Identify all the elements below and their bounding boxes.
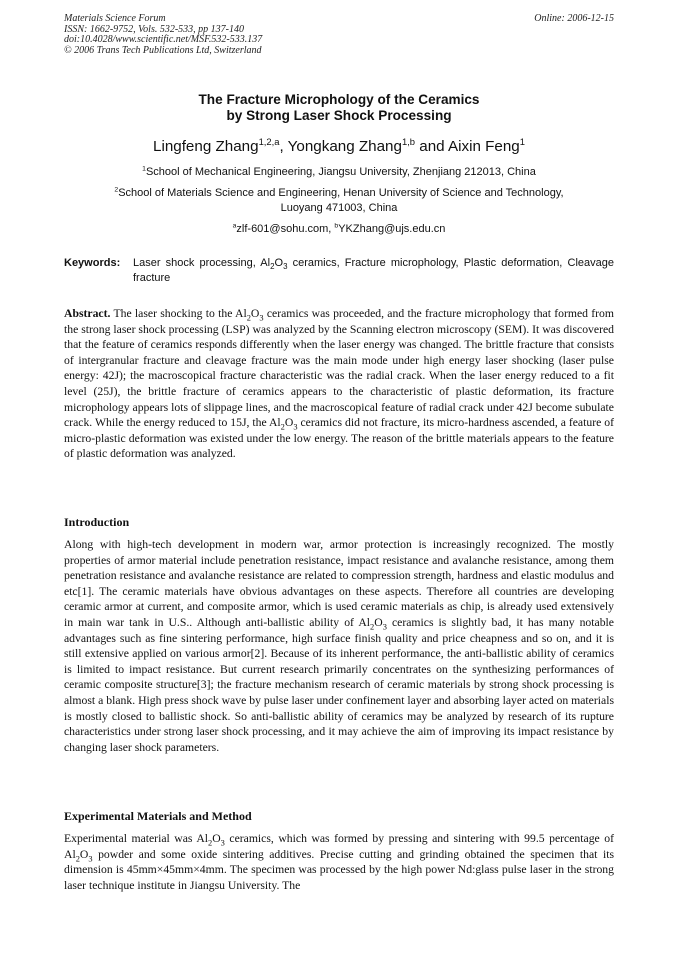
affiliation-text: School of Materials Science and Engineering, Henan University of Science and Technology, [118, 187, 564, 199]
affiliation-2 [64, 186, 614, 216]
affiliation-text: Luoyang 471003, China [280, 202, 398, 214]
author-emails [64, 222, 614, 237]
paper-title [64, 92, 614, 124]
title-line-2: by Strong Laser Shock Processing [226, 108, 452, 123]
affiliation-mark: 1 [142, 165, 146, 173]
email-link[interactable]: YKZhang@ujs.edu.cn [338, 223, 446, 235]
introduction-paragraph: Along with high-tech development in modern war, armor protection is increasingly recognized. The mostly properties of armor material include penetration resistance, impact resistance and avalanche resistance, among them penetration resistance and avalanche resistance are related to compression strength, hardness and elastic modulus and etc[1]. The ceramic materials have obvious advantages on these aspects. Therefore all countries are developing ceramic armor at current, and composite armor, which is used ceramic materials as chip, is already used extensively in main war tank in U.S.. Although anti-ballistic ability of $Al_2O_3$ ceramics is slightly bad, it has many notable advantages such as fine sintering performance, high surface finish quality and price cheapness and so on, and it is still extensive applied on various armor[2]. Because of its inherent performance, the anti-ballistic ability of ceramics is limited to impact resistance. But current research primarily concentrates on the synthesizing performances of ceramic composite structure[3]; the fracture mechanism research of ceramic materials by strong shock processing is almost a blank. High press shock wave by pulse laser under confinement layer and absorbing layer acted on materials is mostly closed to ballistic shock. So anti-ballistic ability of ceramics may be analyzed by research of its rupture characteristics under strong laser shock processing, and it may achieve the aim of improving its impact resistance by changing laser shock parameters. [64, 538, 614, 754]
keywords-block [64, 256, 614, 285]
author-affiliation-mark: 1 [519, 135, 525, 147]
author-list [64, 135, 614, 155]
online-date: Online: 2006-12-15 [534, 13, 614, 24]
copyright-line: © 2006 Trans Tech Publications Ltd, Switzerland [64, 44, 262, 56]
experimental-paragraph: Experimental material was $Al_2O_3$ ceramics, which was formed by pressing and sintering with 99.5 percentage of $Al_2O_3$ powder and some oxide sintering additives. Precise cutting and grinding obtained the specimen that its dimension is 45mm×45mm×4mm. The specimen was processed by the high power Nd:glass pulse laser in the strong laser technique institute in Jiangsu University. The [64, 832, 614, 892]
affiliation-1 [64, 165, 614, 180]
author-name: Yongkang Zhang [287, 138, 402, 155]
author-separator: , [279, 138, 288, 155]
author-separator: and [415, 138, 448, 155]
email-link[interactable]: zlf-601@sohu.com, [236, 223, 335, 235]
keywords-text: Laser shock processing, $Al_2O_3$ ceramics, Fracture microphology, Plastic deformation, Cleavage fracture [133, 257, 614, 284]
author-name: Aixin Feng [447, 138, 520, 155]
abstract-label: Abstract. [64, 307, 111, 320]
journal-header [64, 14, 262, 56]
email-mark: a [232, 222, 237, 230]
experimental-heading: Experimental Materials and Method [64, 809, 252, 823]
author-name: Lingfeng Zhang [153, 138, 259, 155]
introduction-heading: Introduction [64, 515, 130, 529]
title-line-1: The Fracture Microphology of the Ceramics [198, 92, 480, 107]
email-mark: b [334, 222, 339, 230]
abstract-paragraph: Abstract. The laser shocking to the $Al_2O_3$ ceramics was proceeded, and the fracture microphology that formed from the strong laser shock processing (LSP) was analyzed by the Scanning electron microscopy (SEM). It was discovered that the feature of ceramics responds differently when the laser energy was changed. The brittle fracture that consists of intergranular fracture and cleavage fracture was the main mode under high energy laser shocking (laser pulse energy: 42J); the macroscopical fracture characteristic was the radial crack. When the laser energy reduced to a fit level (25J), the brittle fracture of ceramics appears to the characteristic of plastic deformation, its fracture microphology appears lots of slippage lines, and the macroscopical feature of radial crack under 42J become subulate crack. While the energy reduced to 15J, the $Al_2O_3$ ceramics did not fracture, its micro-hardness ascended, a feature of micro-plastic deformation was existed under the low energy. The reason of the brittle materials appears to the feature of plastic deformation was analyzed. [64, 307, 614, 461]
affiliation-mark: 2 [114, 186, 119, 194]
affiliation-text: School of Mechanical Engineering, Jiangsu University, Zhenjiang 212013, China [145, 166, 536, 178]
author-affiliation-mark: 1,2,a [258, 135, 280, 147]
issn-line: ISSN: 1662-9752, Vols. 532-533, pp 137-140 [64, 23, 244, 35]
author-affiliation-mark: 1,b [401, 135, 416, 147]
doi-line: doi:10.4028/www.scientific.net/MSF.532-533.137 [64, 34, 263, 46]
keywords-label: Keywords: [64, 257, 121, 269]
journal-name: Materials Science Forum [64, 13, 166, 24]
